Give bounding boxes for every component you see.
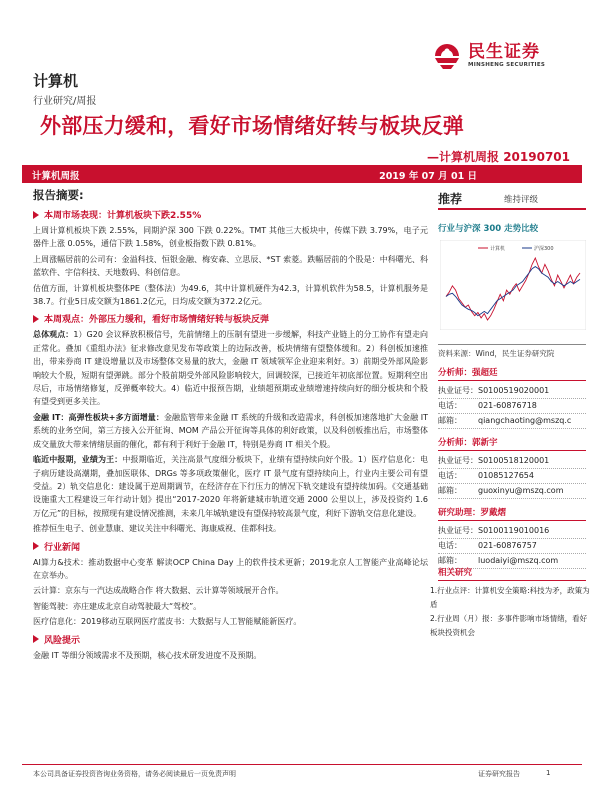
related-item[interactable]: 1.行业点评：计算机安全策略:科技为矛，政策为盾 bbox=[430, 586, 590, 609]
analyst-contact-row bbox=[438, 469, 586, 484]
paragraph: 上周计算机板块下跌 2.55%，同期沪深 300 下跌 0.22%。TMT 其他三大板块中，传媒下跌 3.79%，电子元器件上涨 0.05%，通信下跌 1.58%，创业板指数下跌 0.81%。 bbox=[33, 226, 428, 249]
trend-chart bbox=[440, 240, 586, 330]
analyst-block bbox=[438, 506, 586, 569]
paragraph: 金融 IT 等细分领域需求不及预期，核心技术研发进度不及预期。 bbox=[33, 650, 262, 660]
analyst-contact-row bbox=[438, 454, 586, 469]
paragraph: 医疗信息化：2019移动互联网医疗蓝皮书：大数据与人工智能赋能新医疗。 bbox=[33, 617, 302, 627]
page-number: 1 bbox=[546, 769, 551, 777]
related-item[interactable]: 2.行业周（月）报：多事件影响市场情绪，看好板块投资机会 bbox=[430, 614, 588, 637]
contact-key: 邮箱： bbox=[438, 556, 462, 565]
analyst-name bbox=[438, 366, 586, 381]
summary-column bbox=[33, 187, 428, 664]
brand-name-cn: 民生证券 bbox=[468, 42, 540, 62]
summary-heading: 报告摘要: bbox=[33, 188, 84, 202]
rating-label: 推荐 bbox=[438, 192, 463, 206]
contact-value: 021-60876757 bbox=[478, 541, 537, 550]
analyst-block bbox=[438, 366, 586, 429]
section-title: 本周市场表现：计算机板块下跌2.55% bbox=[44, 211, 202, 221]
contact-value[interactable]: guoxinyu@mszq.com bbox=[478, 486, 564, 495]
bar-series-name: 计算机周报 bbox=[32, 171, 80, 182]
paragraph bbox=[33, 328, 428, 408]
section-weekly-view bbox=[33, 312, 428, 325]
legend-label: 沪深300 bbox=[534, 246, 554, 252]
report-subtitle: —计算机周报 20190701 bbox=[427, 150, 570, 164]
analyst-person: 强超廷 bbox=[472, 368, 498, 378]
rating-value: 维持评级 bbox=[504, 195, 539, 205]
analyst-role: 研究助理： bbox=[438, 508, 481, 518]
contact-key: 执业证号： bbox=[438, 456, 478, 465]
analyst-contact-row bbox=[438, 539, 586, 554]
contact-key: 邮箱： bbox=[438, 416, 462, 425]
analyst-contact-row bbox=[438, 399, 586, 414]
section-title: 本周观点：外部压力缓和，看好市场情绪好转与板块反弹 bbox=[44, 315, 270, 326]
paragraph-lead: 金融 IT：高弹性板块+多方面增量： bbox=[33, 412, 164, 422]
paragraph: AI算力&技术：推动数据中心变革 解读OCP China Day 上的软件技术更新；2019北京人工智能产业高峰论坛在京举办。 bbox=[33, 557, 428, 580]
analyst-contact-row bbox=[438, 414, 586, 429]
paragraph: 推荐恒生电子、创业慧康、建议关注中科曙光、海康威视、佳都科技。 bbox=[33, 524, 281, 534]
paragraph-body: 1）G20 会议释放积极信号，先前情绪上的压制有望进一步缓解，科技产业链上的分工协作有望走向正常化。叠加《重组办法》征求修改意见发布等政策上的边际改善，板块情绪有望整体缓和。2）科创板加速推出，带来券商 IT 建设增量以及市场整体交易量的放大，金融 IT 领域领军企业迎来利好。3）前期受外部风险影响较大个股，短期有望弹跳。部分个股前期受外部风险影响较大，回调较深，已接近年初底部位置。短期利空出尽后，市场情绪修复，反弹概率较大。4）临近中报预告期，业绩超预期或业绩增速持续向好的细分板块和个股有望受到更多关注。 bbox=[33, 330, 429, 407]
analyst-role: 分析师： bbox=[438, 438, 473, 448]
rating-row bbox=[438, 188, 586, 210]
data-source: 资料来源：Wind，民生证券研究院 bbox=[438, 344, 586, 359]
paragraph: 上周涨幅居前的公司有：金溢科技、恒银金融、梅安森、立思辰、*ST 索菱。跌幅居前的个股是：中科曙光、科蓝软件、宇信科技、天地数码、科创信息。 bbox=[33, 254, 428, 278]
legend-label: 计算机 bbox=[490, 246, 506, 252]
contact-value: 01085127654 bbox=[478, 471, 534, 480]
paragraph: 智能驾驶：亦庄建成北京自动驾驶最大“驾校”。 bbox=[33, 601, 202, 611]
contact-value: S0100119010016 bbox=[478, 526, 550, 535]
paragraph bbox=[33, 453, 428, 520]
contact-value: S0100518120001 bbox=[478, 456, 550, 465]
paragraph-lead: 临近中报期，业绩为王： bbox=[33, 455, 123, 465]
related-research-heading: 相关研究 bbox=[438, 566, 586, 581]
bullet-triangle-icon bbox=[33, 211, 39, 219]
footer-disclaimer: 本公司具备证券投资咨询业务资格，请务必阅读最后一页免责声明 bbox=[33, 770, 236, 778]
bullet-triangle-icon bbox=[33, 635, 39, 643]
bullet-triangle-icon bbox=[33, 315, 39, 323]
report-title: 外部压力缓和，看好市场情绪好转与板块反弹 bbox=[40, 114, 464, 138]
section-title: 行业新闻 bbox=[44, 542, 81, 553]
section-market-performance bbox=[33, 208, 428, 221]
analyst-contact-row bbox=[438, 384, 586, 399]
footer-label: 证券研究报告 bbox=[478, 770, 520, 778]
analyst-contact-row bbox=[438, 524, 586, 539]
paragraph-body: 金融监管带来金融 IT 系统的升级和改造需求，科创板加速落地扩大金融 IT 系统的业务空间，第三方接入公开征询、MOM 产品公开征询等具体的利好政策，以及科创板推出后，市场整体成交量放大带来情绪层面的催化，都有利于利好于金融 IT，特别是券商 IT 相关个股。 bbox=[33, 412, 429, 449]
bullet-triangle-icon bbox=[33, 542, 39, 550]
contact-key: 电话： bbox=[438, 541, 462, 550]
paragraph: 估值方面，计算机板块整体PE（整体法）为49.6，其中计算机硬件为42.3，计算机软件为58.5，计算机服务是38.7。行业5日成交额为1861.2亿元，日均成交额为372.2亿元。 bbox=[33, 283, 428, 307]
analyst-person: 罗戴熠 bbox=[480, 508, 507, 518]
doc-type: 行业研究/周报 bbox=[33, 96, 97, 107]
contact-key: 电话： bbox=[438, 471, 462, 480]
contact-value[interactable]: qiangchaoting@mszq.c bbox=[478, 416, 572, 425]
section-risk bbox=[33, 633, 428, 646]
analyst-contact-row bbox=[438, 484, 586, 499]
paragraph: 云计算：京东与一汽达成战略合作 将大数据、云计算等领域展开合作。 bbox=[33, 586, 284, 596]
chart-frame bbox=[440, 240, 586, 330]
analyst-name bbox=[438, 506, 586, 521]
report-date: 2019 年 07 月 01 日 bbox=[379, 171, 477, 182]
paragraph-lead: 总体观点： bbox=[33, 330, 74, 340]
contact-key: 执业证号： bbox=[438, 386, 478, 395]
analyst-name bbox=[438, 436, 586, 451]
title-bar bbox=[22, 165, 582, 183]
minsheng-logo-icon bbox=[432, 41, 462, 71]
analyst-role: 分析师： bbox=[438, 368, 473, 378]
contact-key: 执业证号： bbox=[438, 526, 478, 535]
paragraph bbox=[33, 411, 428, 451]
contact-value: S0100519020001 bbox=[478, 386, 550, 395]
contact-key: 电话： bbox=[438, 401, 462, 410]
related-research-list bbox=[430, 584, 590, 640]
contact-key: 邮箱： bbox=[438, 486, 462, 495]
brand-logo bbox=[432, 40, 600, 72]
section-industry-news bbox=[33, 540, 428, 553]
chart-title: 行业与沪深 300 走势比较 bbox=[438, 224, 539, 234]
analyst-person: 郭新宇 bbox=[472, 438, 498, 448]
paragraph-body: 中报期临近，关注高景气度细分板块下，业绩有望持续向好个股。1）医疗信息化：电子病历建设高潮期，叠加医联体、DRGs 等多项政策催化，医疗 IT 景气度有望持续向上，行业内主要公司有望受益。2）轨交信息化：建设属于逆周期调节，在经济存在下行压力的情况下轨交建设有望持续加码。《交通基础设施重大工程建设三年行动计划》提出“2017-2020 年将新建城市轨道交通 2000 公里以上，涉及投资约 1.6 万亿元”的目标，按照现有建设情况推测，未来几年城轨建设有望保持较高景气度，利好下游轨交信息化建设。 bbox=[33, 455, 428, 518]
contact-value[interactable]: luodaiyi@mszq.com bbox=[478, 556, 559, 565]
brand-name-en: MINSHENG SECURITIES bbox=[468, 62, 546, 68]
analyst-block bbox=[438, 436, 586, 499]
footer-divider bbox=[22, 764, 582, 765]
section-title: 风险提示 bbox=[44, 635, 81, 646]
contact-value: 021-60876718 bbox=[478, 401, 537, 410]
sector-label: 计算机 bbox=[33, 72, 79, 90]
